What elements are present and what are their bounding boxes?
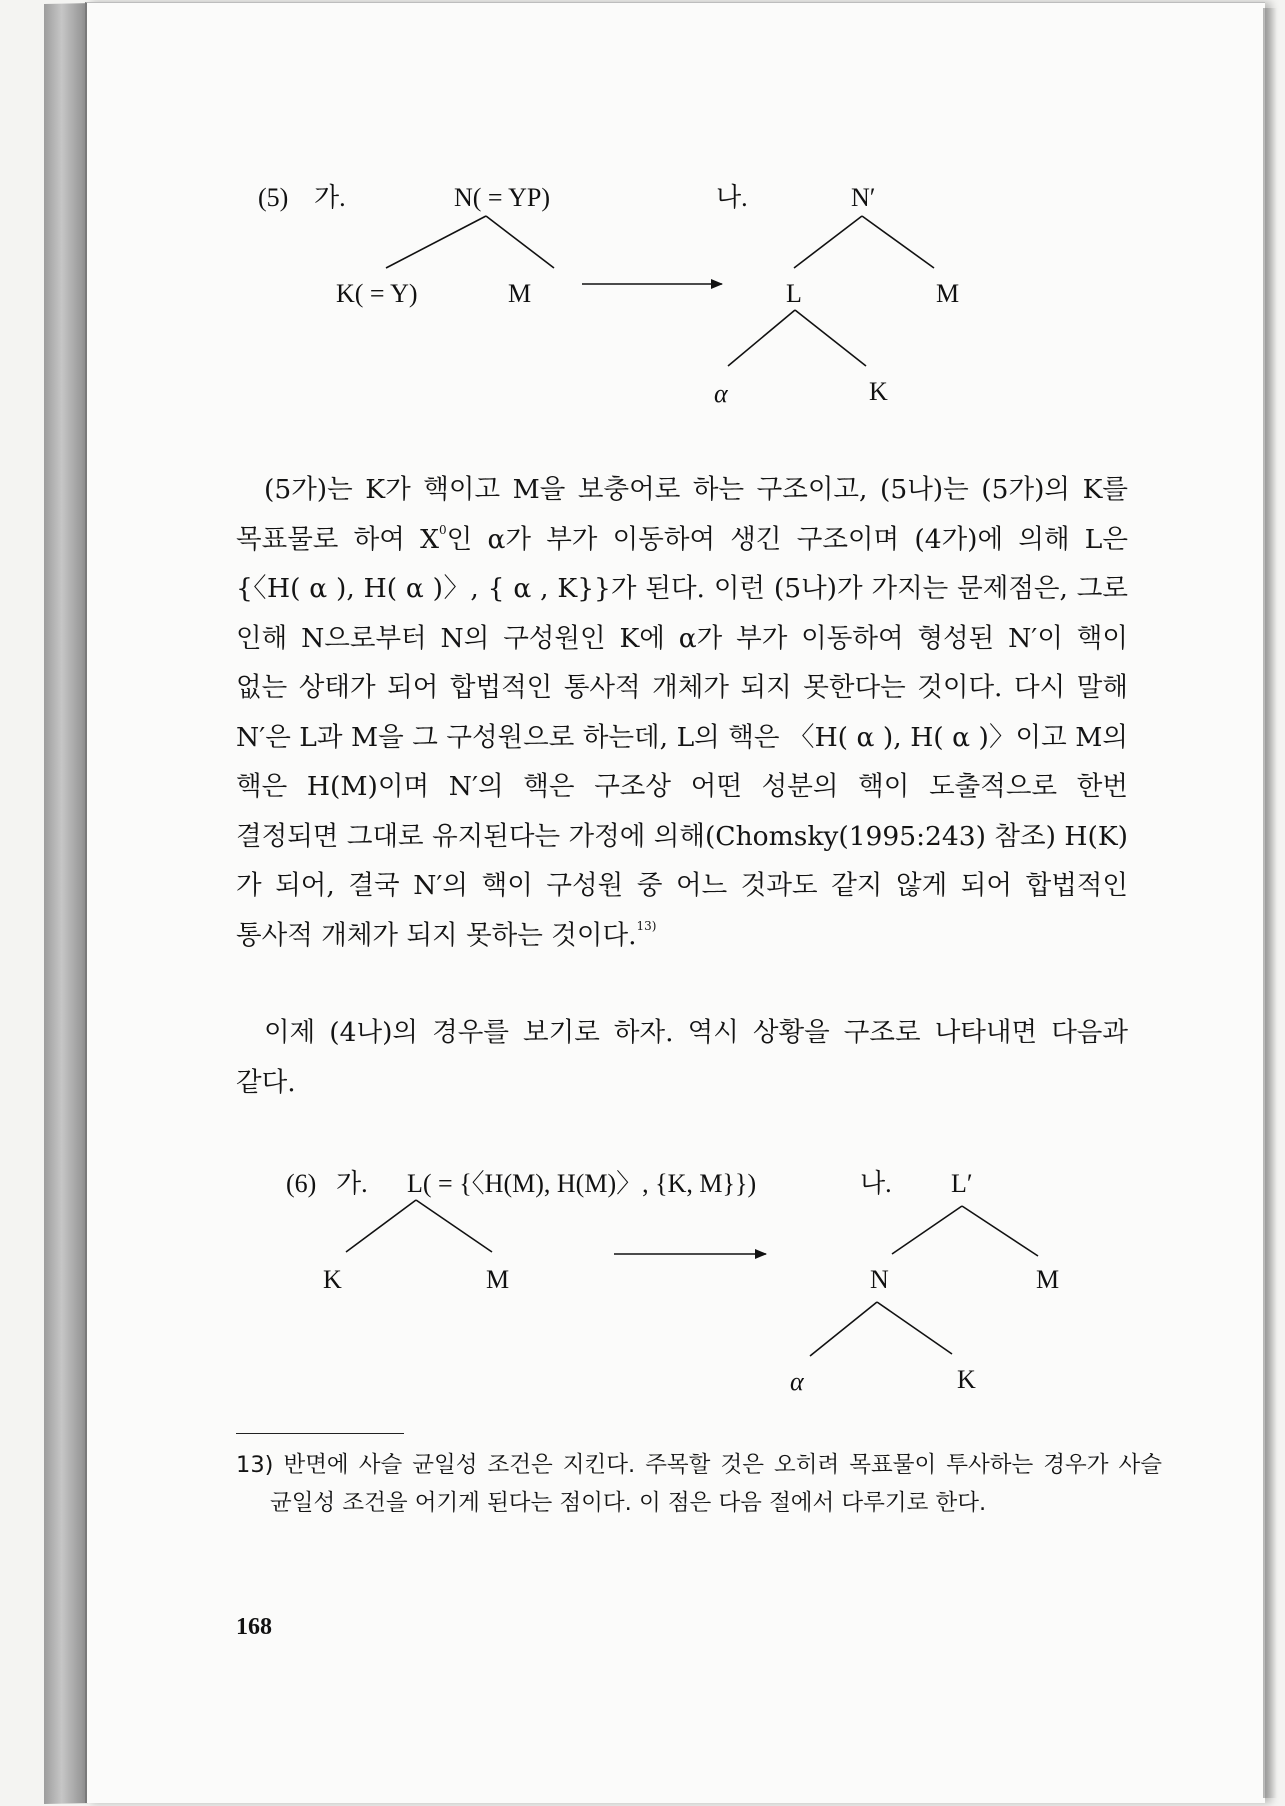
example-5-right-marker: 나.: [716, 183, 748, 212]
page-number: 168: [236, 1614, 272, 1640]
tree-5a-node-m: M: [508, 279, 532, 308]
tree-6a-node-m: M: [486, 1265, 510, 1294]
footnote-13: 13) 반면에 사슬 균일성 조건은 지킨다. 주목할 것은 오히려 목표물이 투사하는 경우가 사슬 균일성 조건을 어기게 된다는 점이다. 이 점은 다음 절에서 다루기로 한다.: [236, 1452, 1162, 1516]
body-paragraph-1: [236, 465, 1128, 960]
tree-6a-root-label: L( = {〈H(M), H(M)〉, {K, M}}): [407, 1169, 757, 1198]
tree-6b-node-m: M: [1036, 1265, 1060, 1294]
para-1-text-b: 인 α가 부가 이동하여 생긴 구조이며 (4가)에 의해 L은 {〈H( α ), H( α )〉, { α , K}}가 된다. 이런 (5나)가 가지는 문제점은, 그로 인해 N으로부터 N의 구성원인 K에 α가 부가 이동하여 형성된 N′이 핵이 없는 상태가 되어 합법적인 통사적 개체가 되지 못한다는 것이다. 다시 말해 N′은 L과 M을 그 구성원으로 하는데, L의 핵은 〈H( α ), H( α )〉이고 M의 핵은 H(M)이며 N′의 핵은 구조상 어떤 성분의 핵이 도출적으로 한번 결정되면 그대로 유지된다는 가정에 의해(Chomsky(1995:243) 참조) H(K)가 되어, 결국 N′의 핵이 구성원 중 어느 것과도 같지 않게 되어 합법적인 통사적 개체가 되지 못하는 것이다.: [236, 523, 1128, 951]
body-paragraph-2: 이제 (4나)의 경우를 보기로 하자. 역시 상황을 구조로 나타내면 다음과 같다.: [236, 1017, 1128, 1098]
para-1-text-a: (5가)는 K가 핵이고 M을 보충어로 하는 구조이고, (5나)는 (5가)의 K를 목표물로 하여 X: [236, 474, 1128, 555]
book-spine: [44, 3, 88, 1804]
example-6-right-marker: 나.: [860, 1169, 892, 1198]
example-5-number: (5): [258, 183, 289, 212]
tree-5a-node-k: K( = Y): [336, 279, 418, 308]
tree-6b-node-alpha: α: [790, 1367, 804, 1396]
tree-6b-root-label: L′: [951, 1169, 973, 1198]
tree-5a-root-label: N( = YP): [454, 183, 551, 212]
footnote-reference-13[interactable]: 13): [636, 918, 657, 933]
footnote-divider: [236, 1433, 404, 1434]
example-6-left-marker: 가.: [336, 1169, 368, 1198]
example-6-number: (6): [286, 1169, 317, 1198]
tree-5b-node-k: K: [869, 377, 888, 406]
tree-5b-node-l: L: [786, 279, 802, 308]
tree-6b-node-k: K: [957, 1365, 976, 1394]
tree-5b-node-m: M: [936, 279, 960, 308]
para-1-superscript: 0: [438, 522, 447, 537]
page-edge-shadow: [1263, 8, 1277, 1798]
tree-5b-root-label: N′: [851, 183, 876, 212]
tree-5b-node-alpha: α: [714, 379, 728, 408]
example-5-left-marker: 가.: [314, 183, 346, 212]
tree-6b-node-n: N: [870, 1265, 889, 1294]
tree-6a-node-k: K: [323, 1265, 342, 1294]
